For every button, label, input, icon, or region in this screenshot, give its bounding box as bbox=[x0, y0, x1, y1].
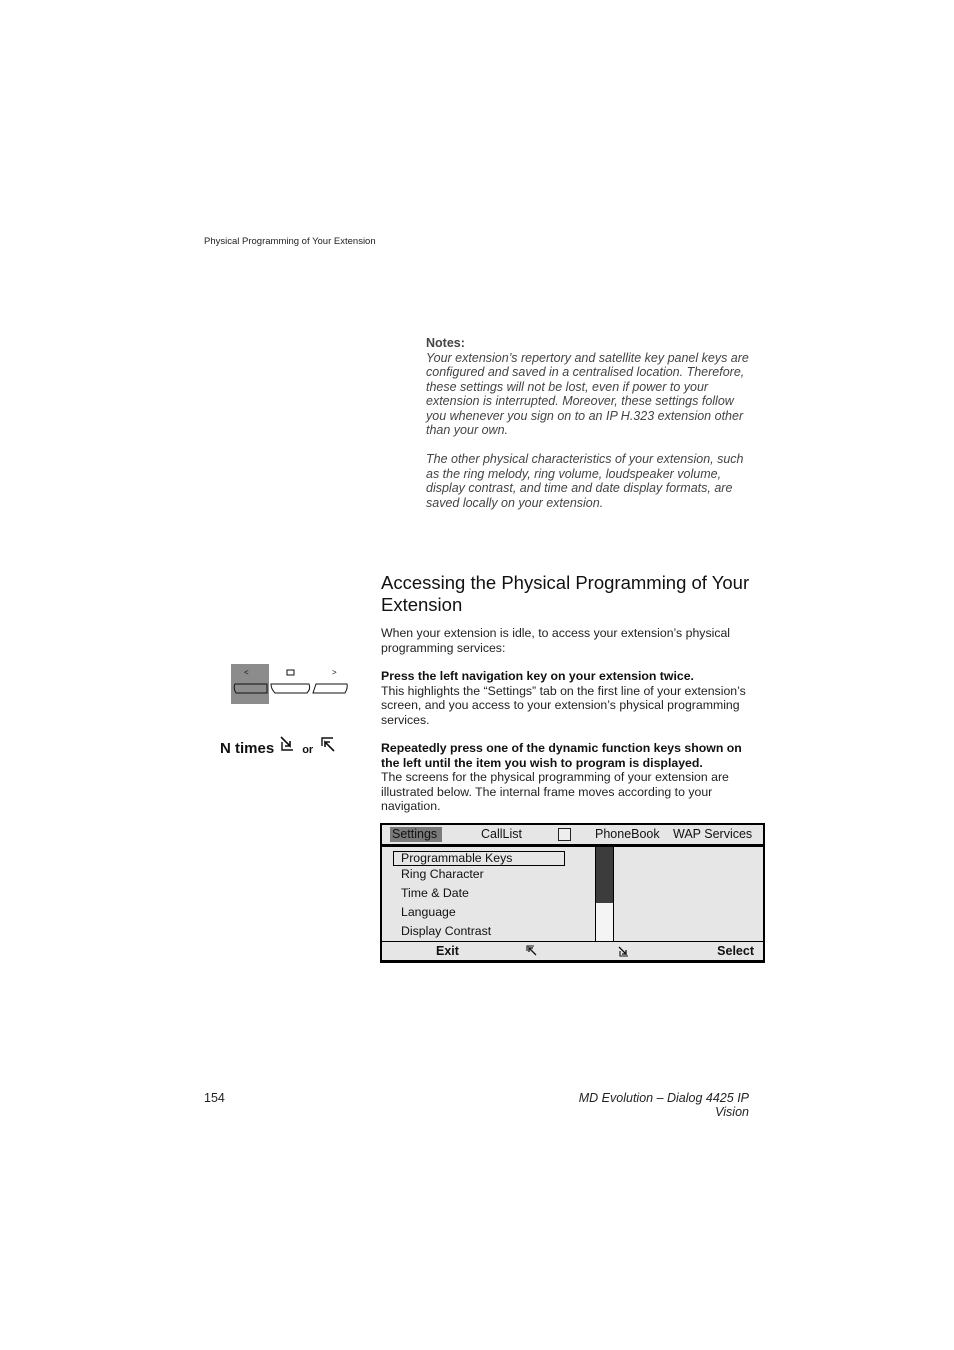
tab-calllist[interactable]: CallList bbox=[481, 827, 522, 841]
tab-wap-services[interactable]: WAP Services bbox=[673, 827, 753, 841]
section-intro: When your extension is idle, to access your extension’s physical programming services: bbox=[381, 626, 731, 655]
right-key bbox=[313, 684, 347, 693]
notes-title: Notes: bbox=[426, 336, 465, 350]
soft-key-bar bbox=[382, 941, 763, 961]
section-title: Accessing the Physical Programming of Your Extension bbox=[381, 572, 750, 615]
arrow-up-left-icon bbox=[319, 735, 337, 753]
arrow-down-right-icon bbox=[278, 735, 296, 753]
step-1-detail: This highlights the “Settings” tab on the first line of your extension’s screen, and you access to your extension’s physical programming services. bbox=[381, 683, 746, 727]
n-times-label: N times bbox=[220, 740, 275, 757]
page-number: 154 bbox=[204, 1091, 225, 1105]
center-key bbox=[271, 684, 310, 693]
or-label: or bbox=[302, 744, 314, 756]
settings-menu bbox=[382, 847, 763, 941]
step-2-detail: The screens for the physical programming of your extension are illustrated below. The internal frame moves according to your navigation. bbox=[381, 770, 729, 813]
center-key-glyph bbox=[287, 670, 294, 675]
notes-paragraph-1: Your extension’s repertory and satellite key panel keys are configured and saved in a centralised location. Therefore, these settings will not be lost, even if power to your extension is interrupted. Moreover, these settings follow you whenever you sign on to an IP H.323 extension other than your own. bbox=[426, 350, 749, 437]
navigation-keys-illustration bbox=[231, 664, 351, 704]
scrollbar[interactable] bbox=[595, 847, 614, 941]
notes-paragraph-2: The other physical characteristics of your extension, such as the ring melody, ring volume, loudspeaker volume, display contrast, and time and date display formats, are saved locally on your extension. bbox=[426, 452, 744, 510]
phone-display bbox=[380, 823, 765, 963]
n-times-instruction bbox=[220, 735, 337, 757]
menu-item-time-date[interactable]: Time & Date bbox=[401, 886, 469, 900]
left-key-glyph: < bbox=[244, 668, 249, 677]
tab-phonebook[interactable]: PhoneBook bbox=[595, 827, 660, 841]
arrow-down-right-soft-icon[interactable] bbox=[618, 946, 629, 957]
menu-item-programmable-keys[interactable]: Programmable Keys bbox=[393, 851, 565, 866]
exit-soft-key[interactable]: Exit bbox=[436, 944, 459, 958]
menu-item-ring-character[interactable]: Ring Character bbox=[401, 867, 484, 881]
footer-doc-title: MD Evolution – Dialog 4425 IP Vision bbox=[578, 1091, 749, 1119]
navigation-keys-icon bbox=[231, 664, 351, 704]
arrow-up-left-soft-icon[interactable] bbox=[526, 945, 537, 956]
running-header: Physical Programming of Your Extension bbox=[204, 236, 376, 247]
step-2-instruction: Repeatedly press one of the dynamic function keys shown on the left until the item you wish to program is displayed. bbox=[381, 741, 742, 770]
tab-settings[interactable]: Settings bbox=[390, 827, 442, 842]
notes-block bbox=[426, 336, 756, 510]
menu-item-display-contrast[interactable]: Display Contrast bbox=[401, 924, 492, 938]
step-1 bbox=[381, 669, 756, 727]
square-icon bbox=[558, 828, 571, 841]
select-soft-key[interactable]: Select bbox=[717, 944, 754, 958]
right-key-glyph: > bbox=[332, 668, 337, 677]
step-2 bbox=[381, 741, 756, 814]
menu-item-language[interactable]: Language bbox=[401, 905, 456, 919]
display-tab-bar bbox=[382, 825, 763, 847]
step-1-instruction: Press the left navigation key on your extension twice. bbox=[381, 669, 694, 683]
scrollbar-thumb[interactable] bbox=[596, 847, 613, 903]
